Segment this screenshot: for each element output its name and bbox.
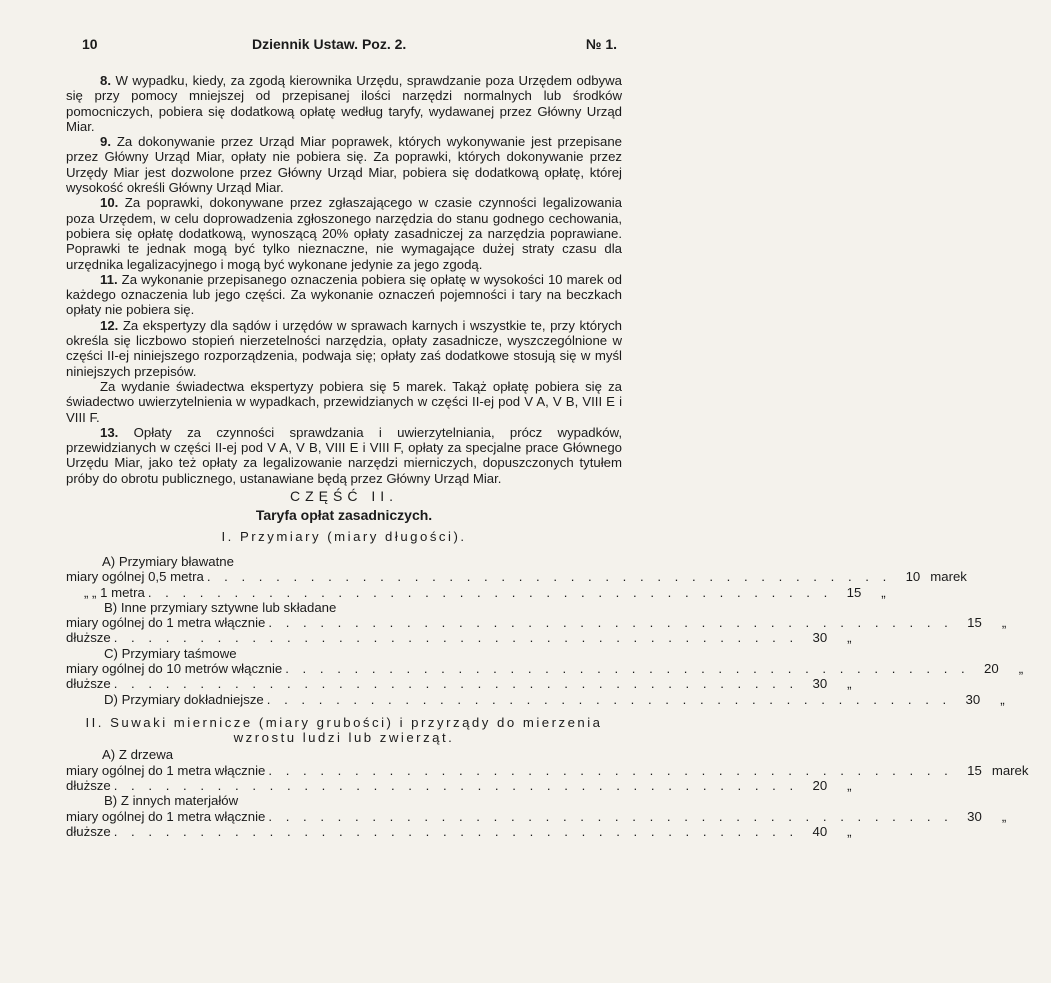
row-unit: „ [847,778,852,794]
row-value: 15 [846,584,862,600]
tariff-row [66,778,852,794]
row-label: miary ogólnej do 10 metrów włącznie [66,660,283,676]
row-unit: marek [930,569,967,585]
tariff-row [66,691,1005,707]
row-unit: „ [1018,660,1024,676]
paragraph-text: Za wykonanie przepisanego oznaczenia pobiera się opłatę w wysokości 10 marek od każdego oznaczenia lub jego części. Za wykonanie oznaczeń pojemności i tary na beczkach opłaty nie pobiera się. [66,271,622,318]
tariff-row [66,660,1024,676]
row-label: miary ogólnej 0,5 metra [66,569,204,585]
page-header [68,36,617,54]
issue-number: № 1. [585,36,617,52]
row-unit: „ [1001,615,1007,631]
paragraph-12 [66,318,622,379]
tariff-row [66,676,852,692]
dot-leader: . . . . . . . . . . . . . . . . . . . . . . . . . . . . . . . . . . . . . . . . [113,676,799,692]
group-c-heading: C) Przymiary taśmowe [104,645,237,661]
row-unit: „ [1000,691,1005,707]
paragraph-text: Za ekspertyzy dla sądów i urzędów w sprawach karnych i wszystkie te, przy których określa się liczbowo stopień nierzetelności narzędzia, opłaty zasadnicze, wyszczególnione w części II-ej niniejszego rozporządzenia, podwaja się; opłaty zaś dodatkowe stosują się w myśl niniejszych przepisów. [66,317,622,379]
row-value: 40 [812,823,828,839]
row-label: dłuższe [66,778,111,794]
row-unit: „ [847,823,852,839]
paragraph-text: Za wydanie świadectwa ekspertyzy pobiera się 5 marek. Takąż opłatę pobiera się za świadectwo uwierzytelnienia w wypadkach, przewidzianych w części II-ej pod V A, V B, VIII E i VIII F. [66,378,622,425]
row-value: 30 [812,630,828,646]
dot-leader: . . . . . . . . . . . . . . . . . . . . . . . . . . . . . . . . . . . . . . . . [113,823,799,839]
tariff-row [66,823,852,839]
paragraph-number: 10. [100,195,119,211]
paragraph-13 [66,425,622,486]
paragraph-12-continuation [66,379,622,425]
tariff-row [66,584,886,600]
row-unit: „ [1001,808,1007,824]
row-unit: „ [847,630,852,646]
group-b-heading: B) Inne przymiary sztywne lub składane [104,599,337,615]
row-value: 15 [967,615,982,631]
row-value: 20 [812,778,828,794]
dot-leader: . . . . . . . . . . . . . . . . . . . . . . . . . . . . . . . . . . . . . . . . [285,660,970,676]
document-body [66,73,1029,839]
dot-leader: . . . . . . . . . . . . . . . . . . . . . . . . . . . . . . . . . . . . . . . . [147,584,833,600]
section-2-title: II. Suwaki miernicze (miary grubości) i przyrządy do mierzenia wzrostu ludzi lub zwierząt. [85,714,603,746]
dot-leader: . . . . . . . . . . . . . . . . . . . . . . . . . . . . . . . . . . . . . . . . [268,762,953,778]
row-value: 10 [905,569,921,585]
tariff-row [66,615,1007,631]
paragraph-text: Opłaty za czynności sprawdzania i uwierzytelniania, prócz wypadków, przewidzianych w części II-ej pod V A, V B, VIII E i VIII F, opłaty za specjalne prace Głównego Urzędu Miar, jako też opłaty za legalizowanie narzędzi mierniczych, dopuszczonych tytułem próby do obrotu publicznego, ustanawiane będą przez Główny Urząd Miar. [66,424,622,486]
paragraph-10 [66,195,622,271]
row-unit: marek [991,762,1029,778]
row-value: 20 [984,660,999,676]
paragraph-11 [66,272,622,318]
row-label: dłuższe [66,630,111,646]
row-value: 15 [967,762,982,778]
paragraph-8 [66,73,622,134]
row-value: 30 [812,676,828,692]
part-title: CZĘŚĆ II. [289,488,398,505]
tariff-row [66,569,967,585]
paragraph-number: 12. [100,317,119,333]
group-a-heading: A) Przymiary bławatne [102,553,234,569]
group-a-heading: A) Z drzewa [102,747,174,763]
row-label: dłuższe [66,676,111,692]
row-value: 30 [965,691,981,707]
row-unit: „ [847,676,852,692]
paragraph-text: Za poprawki, dokonywane przez zgłaszającego w czasie czynności legalizowania poza Urzędem, w celu doprowadzenia zgłoszonego narzędzia do stanu godnego cechowania, pobiera się opłatę dodatkową, wynoszącą 20% opłaty zasadniczej za narzędzia poprawiane. Poprawki te jednak mogą być tylko nieznaczne, nie wymagające dużej straty czasu dla urzędnika legalizacyjnego i mogą być wykonane jedynie za jego zgodą. [66,195,622,272]
group-b-heading: B) Z innych materjałów [104,793,239,809]
dot-leader: . . . . . . . . . . . . . . . . . . . . . . . . . . . . . . . . . . . . . . . . [113,778,799,794]
tariff-row [66,762,1029,778]
row-label: „ „ 1 metra [84,584,145,600]
tariff-row [66,808,1007,824]
paragraph-number: 8. [100,73,111,88]
dot-leader: . . . . . . . . . . . . . . . . . . . . . . . . . . . . . . . . . . . . . . . . [113,630,799,646]
paragraph-number: 9. [100,134,111,150]
row-label: miary ogólnej do 1 metra włącznie [66,762,266,778]
row-label: D) Przymiary dokładniejsze [104,691,264,707]
journal-title: Dziennik Ustaw. Poz. 2. [252,36,407,52]
row-label: miary ogólnej do 1 metra włącznie [66,808,266,824]
dot-leader: . . . . . . . . . . . . . . . . . . . . . . . . . . . . . . . . . . . . . . . . [268,808,953,824]
page-number: 10 [82,36,98,52]
row-label: miary ogólnej do 1 metra włącznie [66,615,266,631]
row-label: dłuższe [66,823,111,839]
paragraph-text: Za dokonywanie przez Urząd Miar poprawek, których wykonywanie jest przepisane przez Główny Urząd Miar, opłaty nie pobiera się. Za poprawki, których dokonywanie przez Urzędy Miar jest dozwolone przez Główny Urząd Miar, pobiera się dodatkową opłatę, której wysokość określi Główny Urząd Miar. [66,134,622,196]
paragraph-number: 13. [100,424,119,440]
section-1-title: I. Przymiary (miary długości). [221,528,467,544]
dot-leader: . . . . . . . . . . . . . . . . . . . . . . . . . . . . . . . . . . . . . . . . [206,569,892,585]
tariff-title: Taryfa opłat zasadniczych. [255,507,433,524]
row-unit: „ [881,584,886,600]
tariff-row [66,630,852,646]
paragraph-9 [66,134,622,195]
dot-leader: . . . . . . . . . . . . . . . . . . . . . . . . . . . . . . . . . . . . . . . . [268,615,953,631]
row-value: 30 [967,808,982,824]
dot-leader: . . . . . . . . . . . . . . . . . . . . . . . . . . . . . . . . . . . . . . . . [266,691,952,707]
paragraph-number: 11. [100,271,118,287]
paragraph-text: W wypadku, kiedy, za zgodą kierownika Urzędu, sprawdzanie poza Urzędem odbywa się przy pomocy mniejszej od przepisanej ilości narzędzi normalnych lub środków pomocniczych, pobiera się dodatkową opłatę według taryfy, wydawanej przez Główny Urząd Miar. [66,73,622,134]
